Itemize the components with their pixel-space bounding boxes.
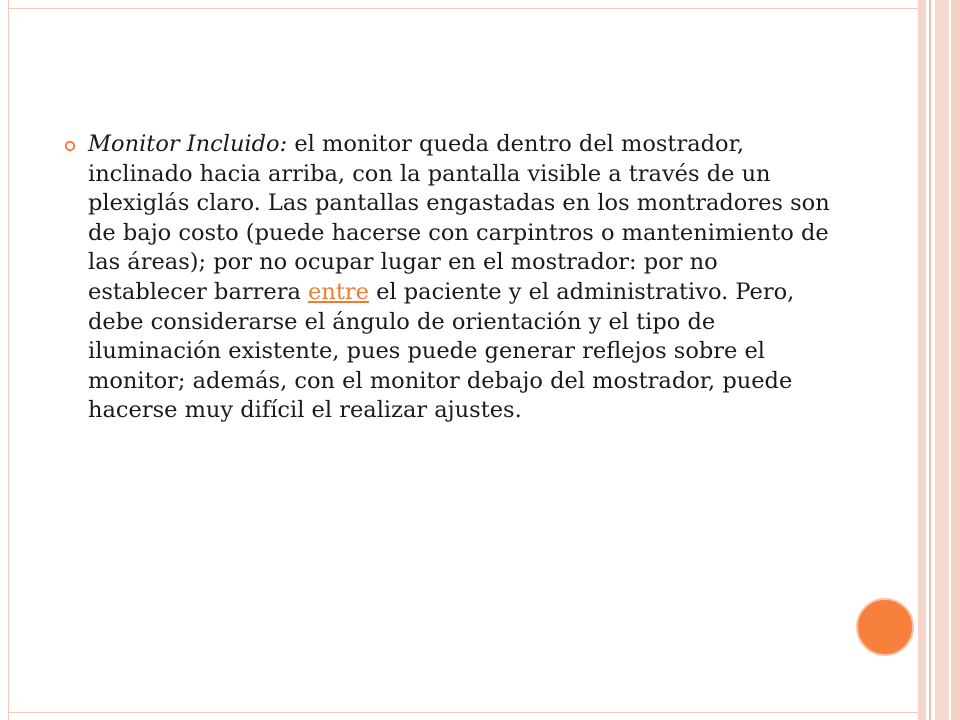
bullet-text-continued: el paciente y el administrativo. Pero, debe considerarse el ángulo de orientación y el tipo de iluminación existente, pues puede generar reflejos sobre el monitor; además, con el monitor debajo del mostrador, puede hacerse muy difícil el realizar ajustes. (88, 278, 795, 424)
orange-ring-bullet-icon (64, 140, 76, 152)
bullet-lead-term: Monitor Incluido: (88, 131, 288, 157)
right-stripe (935, 0, 949, 720)
right-stripe (918, 0, 926, 720)
frame-left-border (8, 0, 9, 720)
frame-bottom-border (8, 712, 920, 713)
bullet-text: el monitor queda dentro del mostrador, inclinado hacia arriba, con la pantalla visible a través de un plexiglás claro. Las pantallas engastadas en los montradores son de bajo costo (puede hacerse con carpintros o mantenimiento de las áreas); por no ocupar lugar en el mostrador: por no establecer barrera (88, 131, 830, 305)
hyperlink-entre[interactable]: entre (308, 278, 369, 305)
slide-body (56, 130, 836, 426)
frame-top-border (8, 8, 920, 9)
decorative-circle (856, 598, 914, 656)
right-stripe (951, 0, 960, 720)
bullet-item (56, 130, 836, 426)
